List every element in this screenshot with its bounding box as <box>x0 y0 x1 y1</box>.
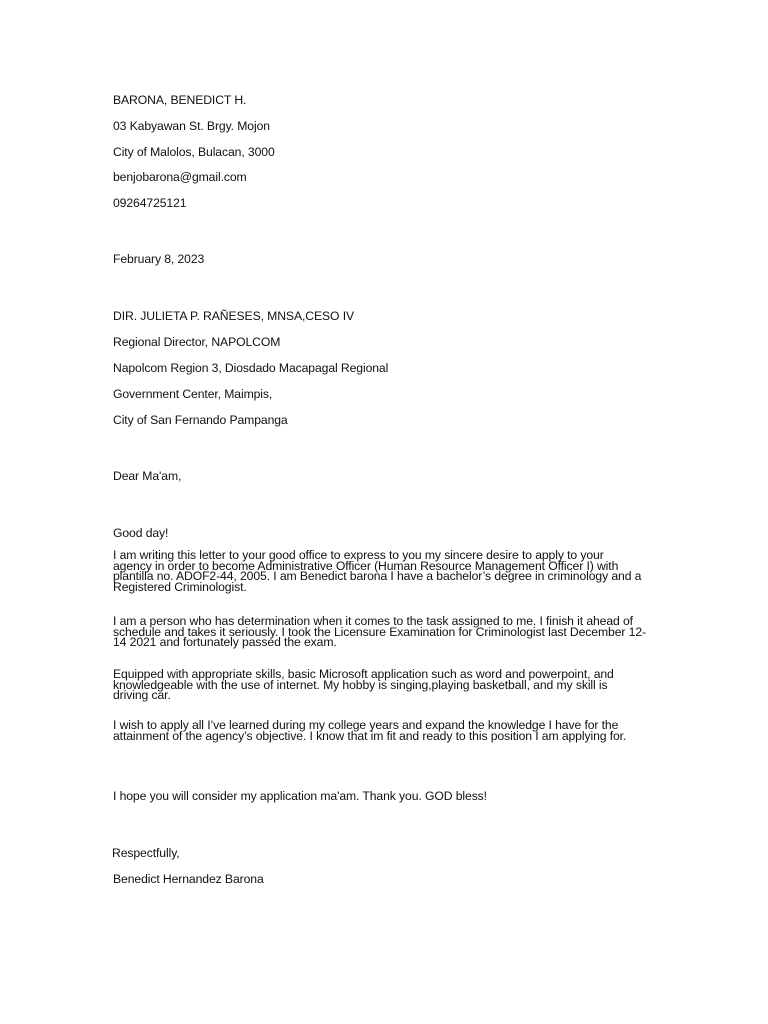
body-paragraph-3-line: driving car. <box>113 688 171 702</box>
sender-name: BARONA, BENEDICT H. <box>113 93 247 107</box>
sender-email: benjobarona@gmail.com <box>113 170 247 184</box>
body-paragraph-1 <box>113 550 688 592</box>
sender-address-line1: 03 Kabyawan St. Brgy. Mojon <box>113 119 270 133</box>
body-paragraph-4 <box>113 720 688 741</box>
sender-address-line2: City of Malolos, Bulacan, 3000 <box>113 145 275 159</box>
sender-phone: 09264725121 <box>113 196 187 210</box>
body-paragraph-4-line: I wish to apply all I’ve learned during my college years and expand the knowledge I have for the <box>113 718 619 732</box>
body-paragraph-2-line: 14 2021 and fortunately passed the exam. <box>113 635 337 649</box>
closing: Respectfully, <box>112 846 180 860</box>
signature: Benedict Hernandez Barona <box>113 872 264 886</box>
recipient-name: DIR. JULIETA P. RAÑESES, MNSA,CESO IV <box>113 309 355 323</box>
recipient-title: Regional Director, NAPOLCOM <box>113 335 281 349</box>
body-paragraph-5: I hope you will consider my application ma'am. Thank you. GOD bless! <box>113 789 487 803</box>
recipient-address-line2: Government Center, Maimpis, <box>113 387 273 401</box>
body-paragraph-1-line: plantilla no. ADOF2-44, 2005. I am Benedict barona I have a bachelor’s degree in criminology and a <box>113 569 642 583</box>
letter-date: February 8, 2023 <box>113 252 205 266</box>
body-paragraph-2-line: I am a person who has determination when it comes to the task assigned to me. I finish it ahead of <box>113 614 633 628</box>
body-paragraph-1-line: agency in order to become Administrative Officer (Human Resource Management Officer I) with <box>113 558 619 573</box>
body-paragraph-4-line: attainment of the agency’s objective. I know that im fit and ready to this position I am applying for. <box>113 728 627 743</box>
recipient-address-line3: City of San Fernando Pampanga <box>113 413 288 427</box>
body-paragraph-1-line: Registered Criminologist. <box>113 579 247 594</box>
body-paragraph-3 <box>113 669 688 701</box>
body-paragraph-1-line: I am writing this letter to your good office to express to you my sincere desire to apply to your <box>113 548 604 562</box>
body-paragraph-2 <box>113 616 688 648</box>
salutation: Dear Ma'am, <box>113 469 182 483</box>
body-paragraph-3-line: Equipped with appropriate skills, basic Microsoft application such as word and powerpoint, and <box>113 667 614 681</box>
greeting: Good day! <box>113 526 169 540</box>
body-paragraph-3-line: knowledgeable with the use of internet. My hobby is singing,playing basketball, and my skill is <box>113 677 608 692</box>
recipient-address-line1: Napolcom Region 3, Diosdado Macapagal Regional <box>113 361 389 375</box>
body-paragraph-2-line: schedule and takes it seriously. I took the Licensure Examination for Criminologist last December 12- <box>113 624 646 639</box>
